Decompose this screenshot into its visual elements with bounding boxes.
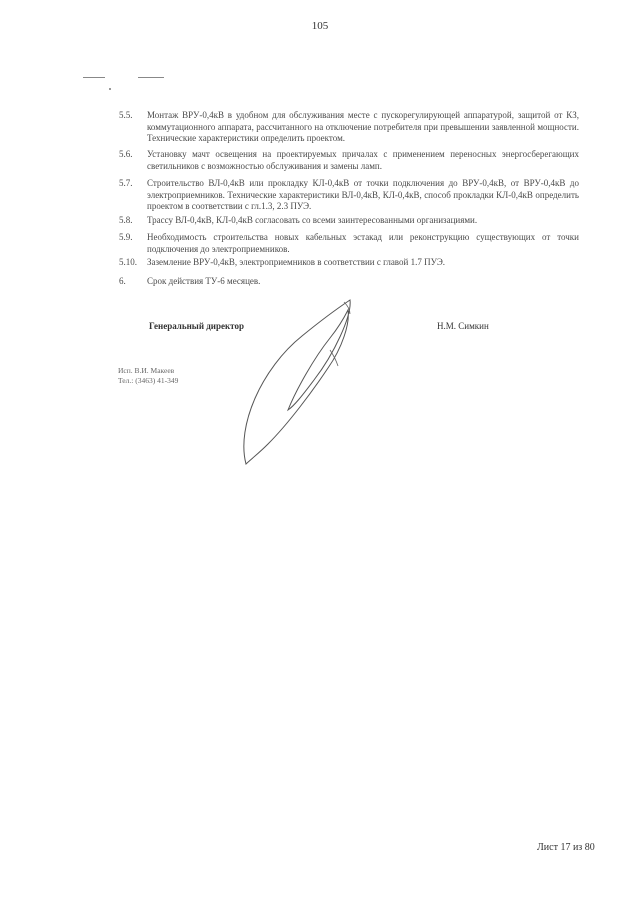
item-text: Срок действия ТУ-6 месяцев. (147, 276, 261, 286)
scan-speck (109, 88, 111, 90)
signer-name: Н.М. Симкин (437, 321, 489, 331)
item-number: 5.9. (119, 232, 133, 242)
item-text: Трассу ВЛ-0,4кВ, КЛ-0,4кВ согласовать со всеми заинтересованными организациями. (147, 215, 478, 225)
item-number: 6. (119, 276, 126, 286)
executor-block (118, 366, 178, 386)
item-text: Заземление ВРУ-0,4кВ, электроприемников в соответствии с главой 1.7 ПУЭ. (147, 257, 446, 267)
item-number: 5.6. (119, 149, 133, 159)
header-rule-left (83, 77, 105, 78)
executor-phone: Тел.: (3463) 41-349 (118, 376, 179, 385)
header-rule-right (138, 77, 164, 78)
item-number: 5.10. (119, 257, 137, 267)
item-number: 5.5. (119, 110, 133, 120)
signer-title: Генеральный директор (149, 321, 244, 331)
item-number: 5.7. (119, 178, 133, 188)
handwritten-signature (232, 296, 362, 471)
page-number: 105 (311, 20, 329, 32)
item-text: Установку мачт освещения на проектируемых причалах с применением переносных энергосберегающих светильников с возможностью обслуживания и замены ламп. (147, 149, 579, 171)
sheet-number: Лист 17 из 80 (537, 842, 595, 853)
item-text: Необходимость строительства новых кабельных эстакад или реконструкцию существующих от точки подключения до электроприемников. (147, 232, 579, 254)
item-text: Монтаж ВРУ-0,4кВ в удобном для обслуживания месте с пускорегулирующей аппаратурой, защитой от КЗ, коммутационного аппарата, рассчитанного на отключение потребителя при превышении заявленной мощности. Технические характеристики определить проектом. (147, 110, 579, 143)
item-text: Строительство ВЛ-0,4кВ или прокладку КЛ-0,4кВ от точки подключения до ВРУ-0,4кВ, от ВРУ-0,4кВ до электроприемников. Технические характеристики ВЛ-0,4кВ, КЛ-0,4кВ, способ прокладки КЛ-0,4кВ определить проектом в соответствии с гл.1.3, 2.3 ПУЭ. (147, 178, 579, 211)
item-number: 5.8. (119, 215, 133, 225)
executor-name: Исп. В.И. Макеев (118, 366, 175, 375)
